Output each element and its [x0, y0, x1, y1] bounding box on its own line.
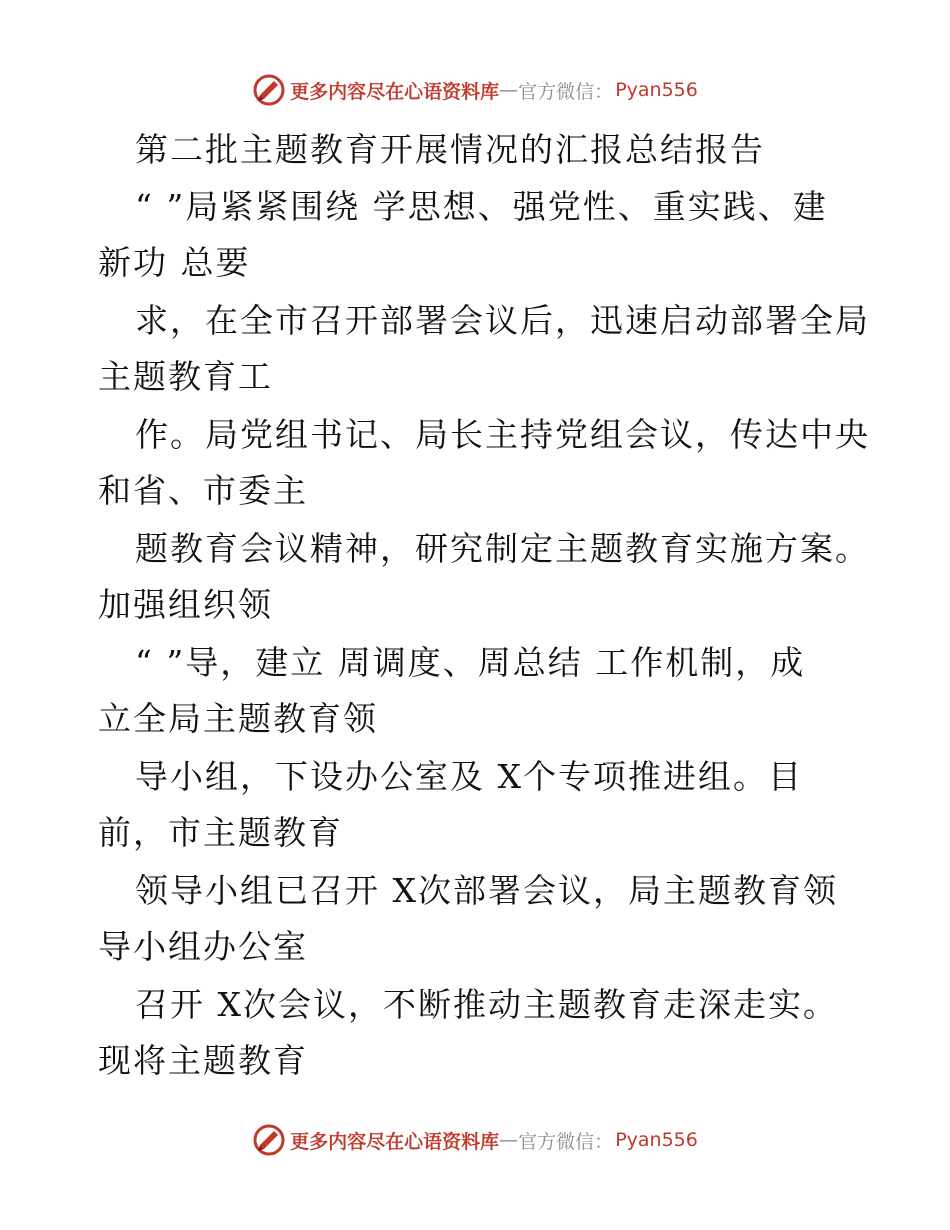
- paragraph-line: 主题教育工: [98, 357, 273, 396]
- paragraph-line: 前，市主题教育: [98, 813, 343, 852]
- banner-wechat-handle: Pyan556: [615, 1129, 698, 1151]
- banner-dash: —: [499, 79, 519, 101]
- paragraph-line: “ ”导，建立 周调度、周总结 工作机制，成: [135, 643, 806, 682]
- logo-icon: [252, 1123, 286, 1157]
- paragraph-line: “ ”局紧紧围绕 学思想、强党性、重实践、建: [135, 187, 828, 226]
- paragraph-line: 导小组，下设办公室及 X个专项推进组。目: [135, 757, 803, 796]
- document-title: 第二批主题教育开展情况的汇报总结报告: [135, 130, 765, 169]
- paragraph-line: 题教育会议精神，研究制定主题教育实施方案。: [135, 529, 870, 568]
- banner-site-name: 更多内容尽在心语资料库: [290, 80, 500, 103]
- paragraph-line: 和省、市委主: [98, 471, 308, 510]
- footer-banner: [0, 1120, 950, 1160]
- banner-wechat-label: 官方微信：: [518, 80, 614, 103]
- banner-dash: —: [499, 1129, 519, 1151]
- banner-wechat-label: 官方微信：: [518, 1130, 614, 1153]
- paragraph-line: 加强组织领: [98, 585, 273, 624]
- paragraph-line: 立全局主题教育领: [98, 699, 378, 738]
- paragraph-line: 领导小组已召开 X次部署会议，局主题教育领: [135, 871, 838, 910]
- header-banner: [0, 70, 950, 110]
- paragraph-line: 求，在全市召开部署会议后，迅速启动部署全局: [135, 301, 870, 340]
- paragraph-line: 新功 总要: [98, 243, 251, 282]
- banner-wechat-handle: Pyan556: [615, 79, 698, 101]
- paragraph-line: 导小组办公室: [98, 927, 308, 966]
- paragraph-line: 作。局党组书记、局长主持党组会议，传达中央: [135, 415, 870, 454]
- banner-site-name: 更多内容尽在心语资料库: [290, 1130, 500, 1153]
- paragraph-line: 现将主题教育: [98, 1041, 308, 1080]
- paragraph-line: 召开 X次会议，不断推动主题教育走深走实。: [135, 985, 838, 1024]
- logo-icon: [252, 73, 286, 107]
